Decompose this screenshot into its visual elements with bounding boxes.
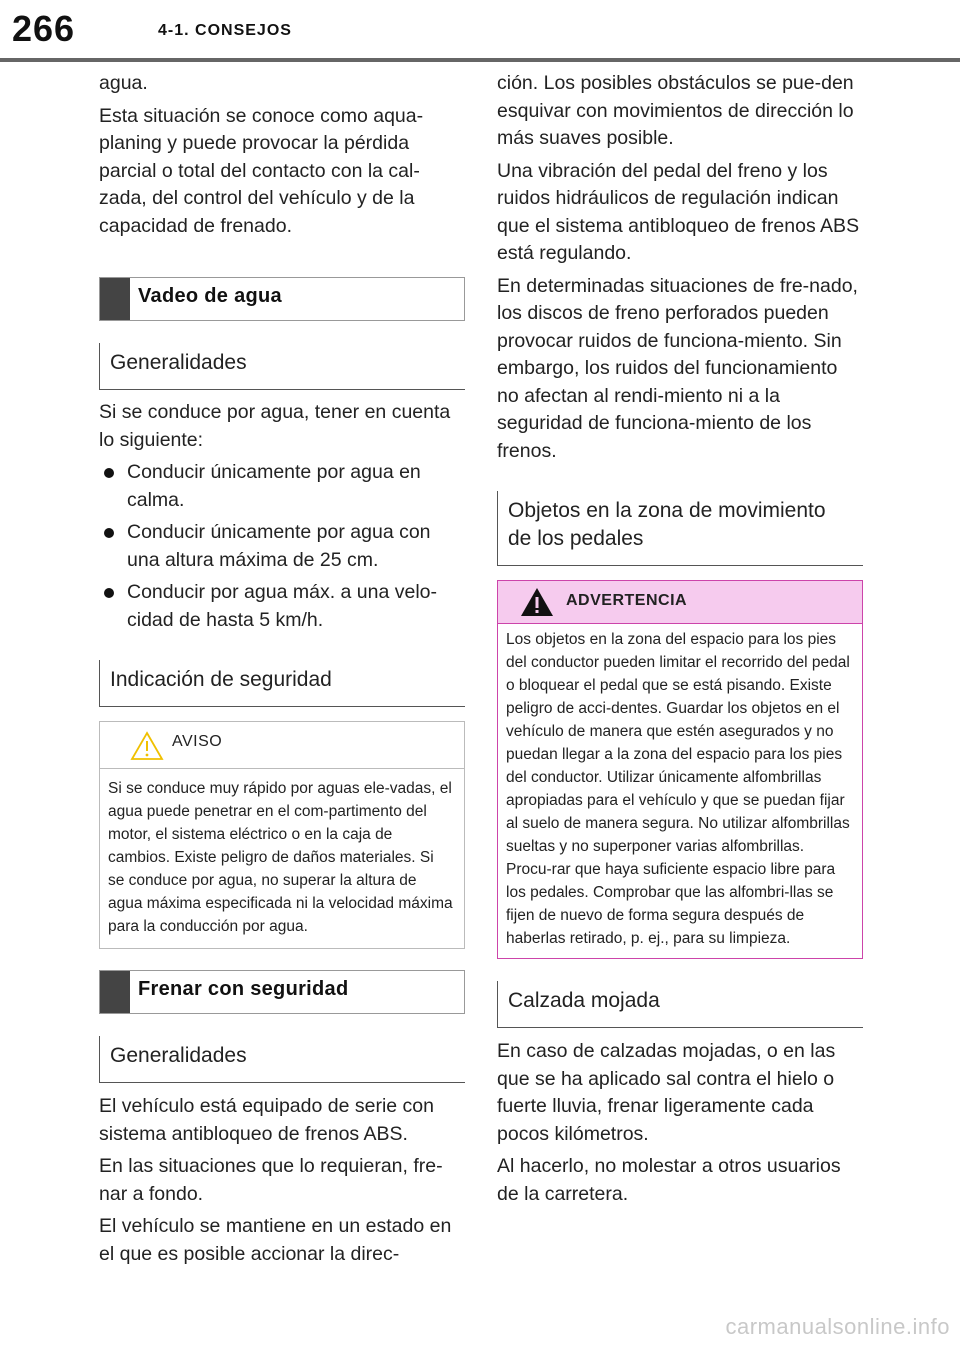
page-header <box>0 0 960 62</box>
bullet-icon <box>104 468 114 478</box>
list-item-text: Conducir únicamente por agua con una altura máxima de 25 cm. <box>127 521 431 571</box>
left-column <box>99 70 465 1268</box>
vadeo-intro: Si se conduce por agua, tener en cuenta lo siguiente: <box>99 401 451 451</box>
right-paragraph-3: En determinadas situaciones de fre-nado, los discos de freno perforados pueden provocar ruidos de funciona-miento. Sin embargo, los ruidos del funcionamiento no afectan al rendi-miento ni a la seguridad de funciona-miento de los frenos. <box>497 274 858 462</box>
list-item <box>99 579 465 634</box>
frenar-paragraph-2: En las situaciones que lo requieran, fre-nar a fondo. <box>99 1155 443 1205</box>
calzada-paragraph-1: En caso de calzadas mojadas, o en las que se ha aplicado sal contra el hielo o fuerte lluvia, frenar ligeramente cada pocos kilómetros. <box>497 1040 836 1145</box>
notice-box <box>99 721 465 949</box>
warning-triangle-icon <box>130 731 164 761</box>
heading-vadeo <box>99 277 465 321</box>
notice-header <box>100 722 464 769</box>
frenar-paragraph-1: El vehículo está equipado de serie con sistema antibloqueo de frenos ABS. <box>99 1095 434 1145</box>
heading-bar <box>100 971 130 1013</box>
subheading-generalidades-vadeo: Generalidades <box>99 343 465 390</box>
right-paragraph-1: ción. Los posibles obstáculos se pue-den esquivar con movimientos de dirección lo más suaves posible. <box>497 72 854 149</box>
warning-label: ADVERTENCIA <box>566 592 688 609</box>
warning-text: Los objetos en la zona del espacio para los pies del conductor pueden limitar el recorrido del pedal o bloquear el pedal que se está pisando. Existe peligro de acci-dentes. Guardar los objetos en el vehículo de manera que estén asegurados y no puedan llegar a la zona del espacio para los pies del conductor. Utilizar únicamente alfombrillas apropiadas para el vehículo y que se puedan fijar al suelo de manera segura. No utilizar alfombrillas sueltas y no superponer varias alfombrillas. Procu-rar que haya suficiente espacio libre para los pedales. Comprobar que las alfombri-llas se fijen de nuevo de forma segura después de haberlas retirado, p. ej., para su limpieza. <box>506 631 850 947</box>
subheading-objetos-pedales: Objetos en la zona de movimiento de los pedales <box>497 491 863 566</box>
right-paragraph-2: Una vibración del pedal del freno y los ruidos hidráulicos de regulación indican que el sistema antibloqueo de frenos ABS está regulando. <box>497 159 860 264</box>
right-column <box>497 70 863 1208</box>
heading-frenar <box>99 970 465 1014</box>
intro-paragraph-2: Esta situación se conoce como aqua-planing y puede provocar la pérdida parcial o total del contacto con la cal-zada, del control del vehículo y de la capacidad de frenado. <box>99 104 424 237</box>
heading-frenar-title: Frenar con seguridad <box>138 978 349 1000</box>
calzada-paragraphs <box>497 1038 863 1208</box>
list-item <box>99 519 465 574</box>
warning-header <box>498 581 862 624</box>
page-number: 266 <box>12 8 76 49</box>
warning-triangle-icon <box>520 587 554 617</box>
list-item <box>99 459 465 514</box>
subheading-calzada-mojada: Calzada mojada <box>497 981 863 1028</box>
intro-paragraph-1: agua. <box>99 72 148 94</box>
notice-text: Si se conduce muy rápido por aguas ele-vadas, el agua puede penetrar en el com-partimento del motor, el sistema eléctrico o en la caja de cambios. Existe peligro de daños materiales. Si se conduce por agua, no superar la altura de agua máxima especificada ni la velocidad máxima para la conducción por agua. <box>108 780 453 935</box>
section-title: 4-1. CONSEJOS <box>158 22 292 39</box>
notice-label: AVISO <box>172 733 223 750</box>
watermark: carmanualsonline.info <box>725 1314 950 1339</box>
frenar-paragraph-3: El vehículo se mantiene en un estado en el que es posible accionar la direc- <box>99 1215 452 1265</box>
bullet-icon <box>104 528 114 538</box>
list-item-text: Conducir únicamente por agua en calma. <box>127 461 421 511</box>
header-rule <box>0 58 960 62</box>
warning-box <box>497 580 863 959</box>
subheading-generalidades-frenar: Generalidades <box>99 1036 465 1083</box>
heading-bar <box>100 278 130 320</box>
calzada-paragraph-2: Al hacerlo, no molestar a otros usuarios de la carretera. <box>497 1155 841 1205</box>
list-item-text: Conducir por agua máx. a una velo-cidad de hasta 5 km/h. <box>127 581 438 631</box>
subheading-indicacion-seguridad: Indicación de seguridad <box>99 660 465 707</box>
heading-vadeo-title: Vadeo de agua <box>138 285 282 307</box>
vadeo-bullet-list <box>99 459 465 634</box>
bullet-icon <box>104 588 114 598</box>
frenar-paragraphs <box>99 1093 465 1268</box>
